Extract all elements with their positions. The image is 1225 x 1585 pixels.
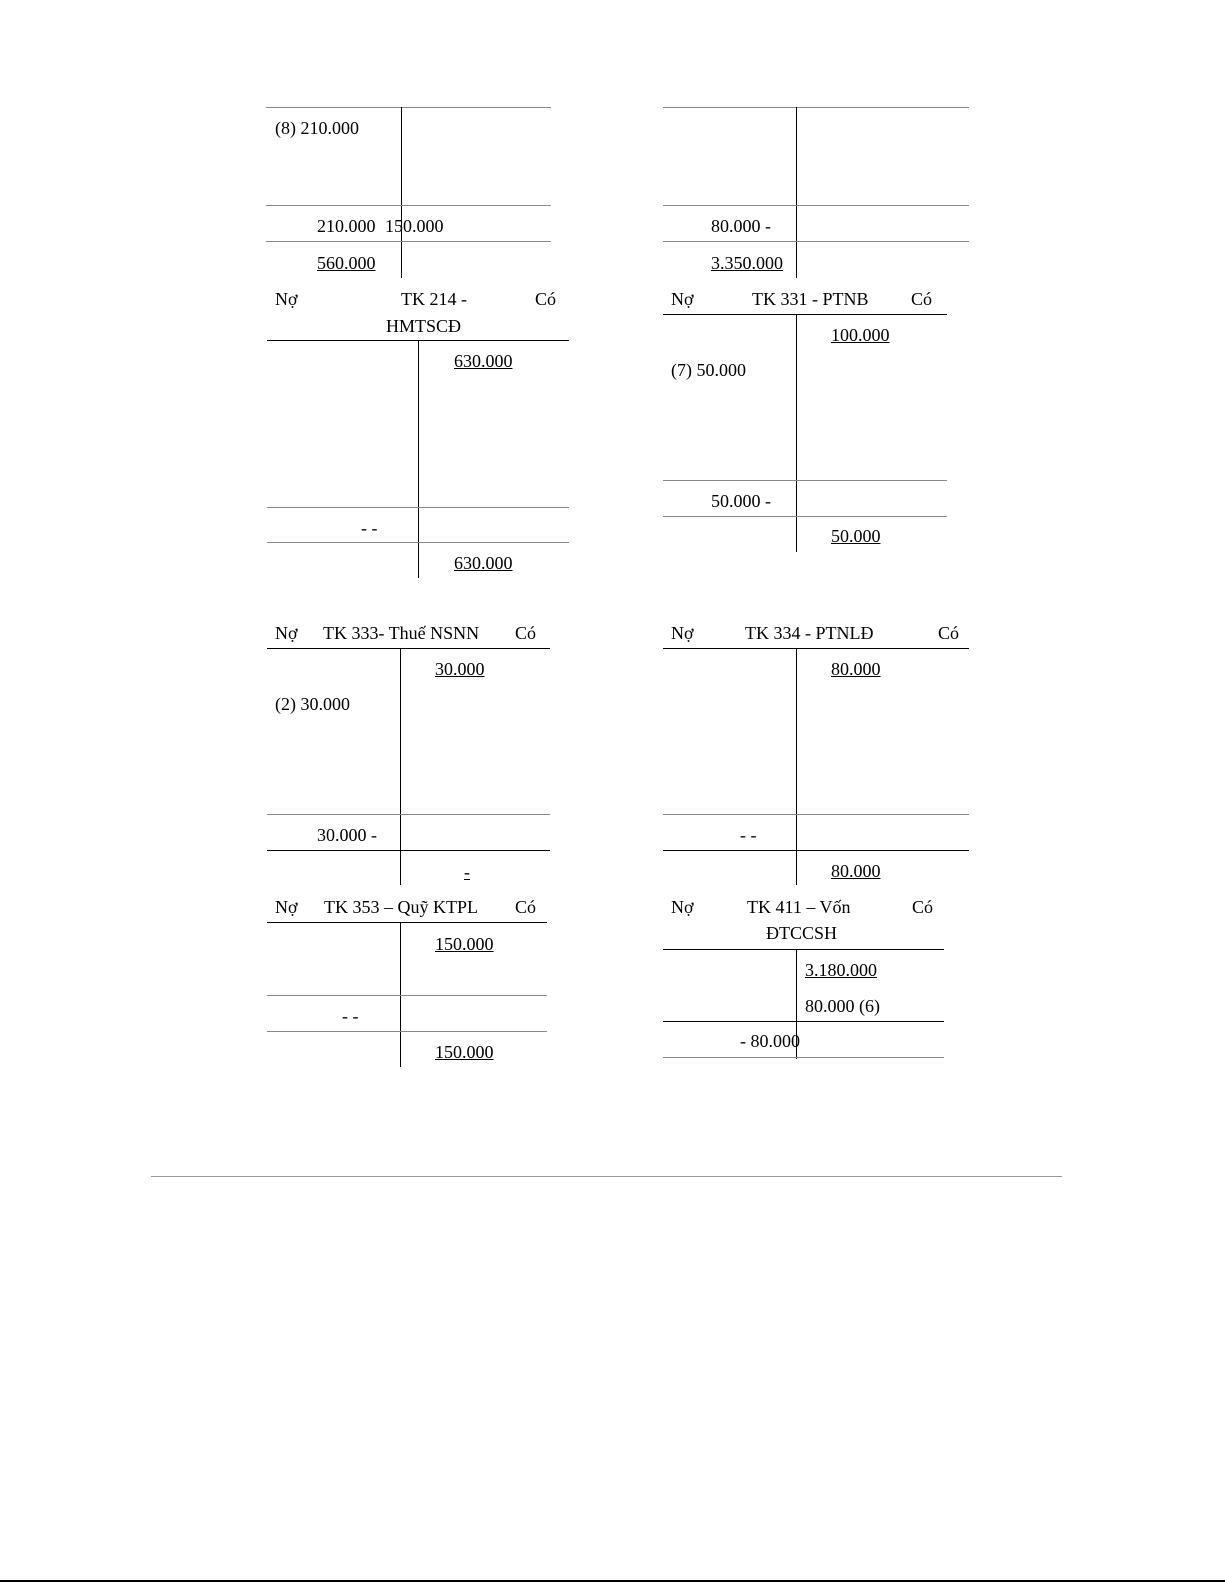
totals: - -	[342, 1006, 359, 1026]
credit-label: Có	[911, 289, 933, 309]
closing-balance: 150.000	[435, 1042, 494, 1062]
account-title: TK 411 – Vốn	[747, 897, 851, 917]
totals: - -	[361, 518, 378, 538]
credit-label: Có	[938, 623, 960, 643]
opening-balance: 80.000	[831, 659, 881, 679]
debit-label: Nợ	[275, 897, 298, 917]
credit-total: 150.000	[385, 216, 444, 236]
totals: 30.000 -	[317, 825, 377, 845]
credit-label: Có	[912, 897, 934, 917]
account-title: TK 353 – Quỹ KTPL	[324, 897, 478, 917]
debit-total: 80.000 -	[711, 216, 771, 236]
debit-label: Nợ	[671, 897, 694, 917]
page-separator	[151, 1176, 1062, 1177]
debit-label: Nợ	[275, 289, 298, 309]
opening-balance: 100.000	[831, 325, 890, 345]
credit-label: Có	[515, 623, 537, 643]
balance: 560.000	[317, 253, 376, 273]
opening-balance: 3.180.000	[805, 960, 877, 980]
opening-balance: 150.000	[435, 934, 494, 954]
debit-total: 210.000	[317, 216, 376, 236]
totals: - 80.000	[740, 1031, 800, 1051]
account-title: TK 333- Thuế NSNN	[323, 623, 480, 643]
credit-label: Có	[515, 897, 537, 917]
account-title: TK 334 - PTNLĐ	[745, 623, 874, 643]
debit-entry: (2) 30.000	[275, 694, 350, 714]
opening-balance: 630.000	[454, 351, 513, 371]
debit-label: Nợ	[671, 623, 694, 643]
closing-balance: 80.000	[831, 861, 881, 881]
credit-label: Có	[535, 289, 557, 309]
balance: 3.350.000	[711, 253, 783, 273]
account-title: TK 331 - PTNB	[752, 289, 869, 309]
debit-entry: (8) 210.000	[275, 118, 359, 138]
account-title-line-2: ĐTCCSH	[766, 923, 838, 943]
debit-label: Nợ	[671, 289, 694, 309]
totals: - -	[740, 825, 757, 845]
credit-entry: 80.000 (6)	[805, 996, 880, 1016]
totals: 50.000 -	[711, 491, 771, 511]
closing-balance: 50.000	[831, 526, 881, 546]
debit-entry: (7) 50.000	[671, 360, 746, 380]
opening-balance: 30.000	[435, 659, 485, 679]
debit-label: Nợ	[275, 623, 298, 643]
account-title: TK 214 -	[401, 289, 467, 309]
closing-balance: 630.000	[454, 553, 513, 573]
closing-balance: -	[464, 862, 470, 882]
page-bottom-edge	[0, 1580, 1225, 1582]
account-title-line-2: HMTSCĐ	[386, 316, 462, 336]
